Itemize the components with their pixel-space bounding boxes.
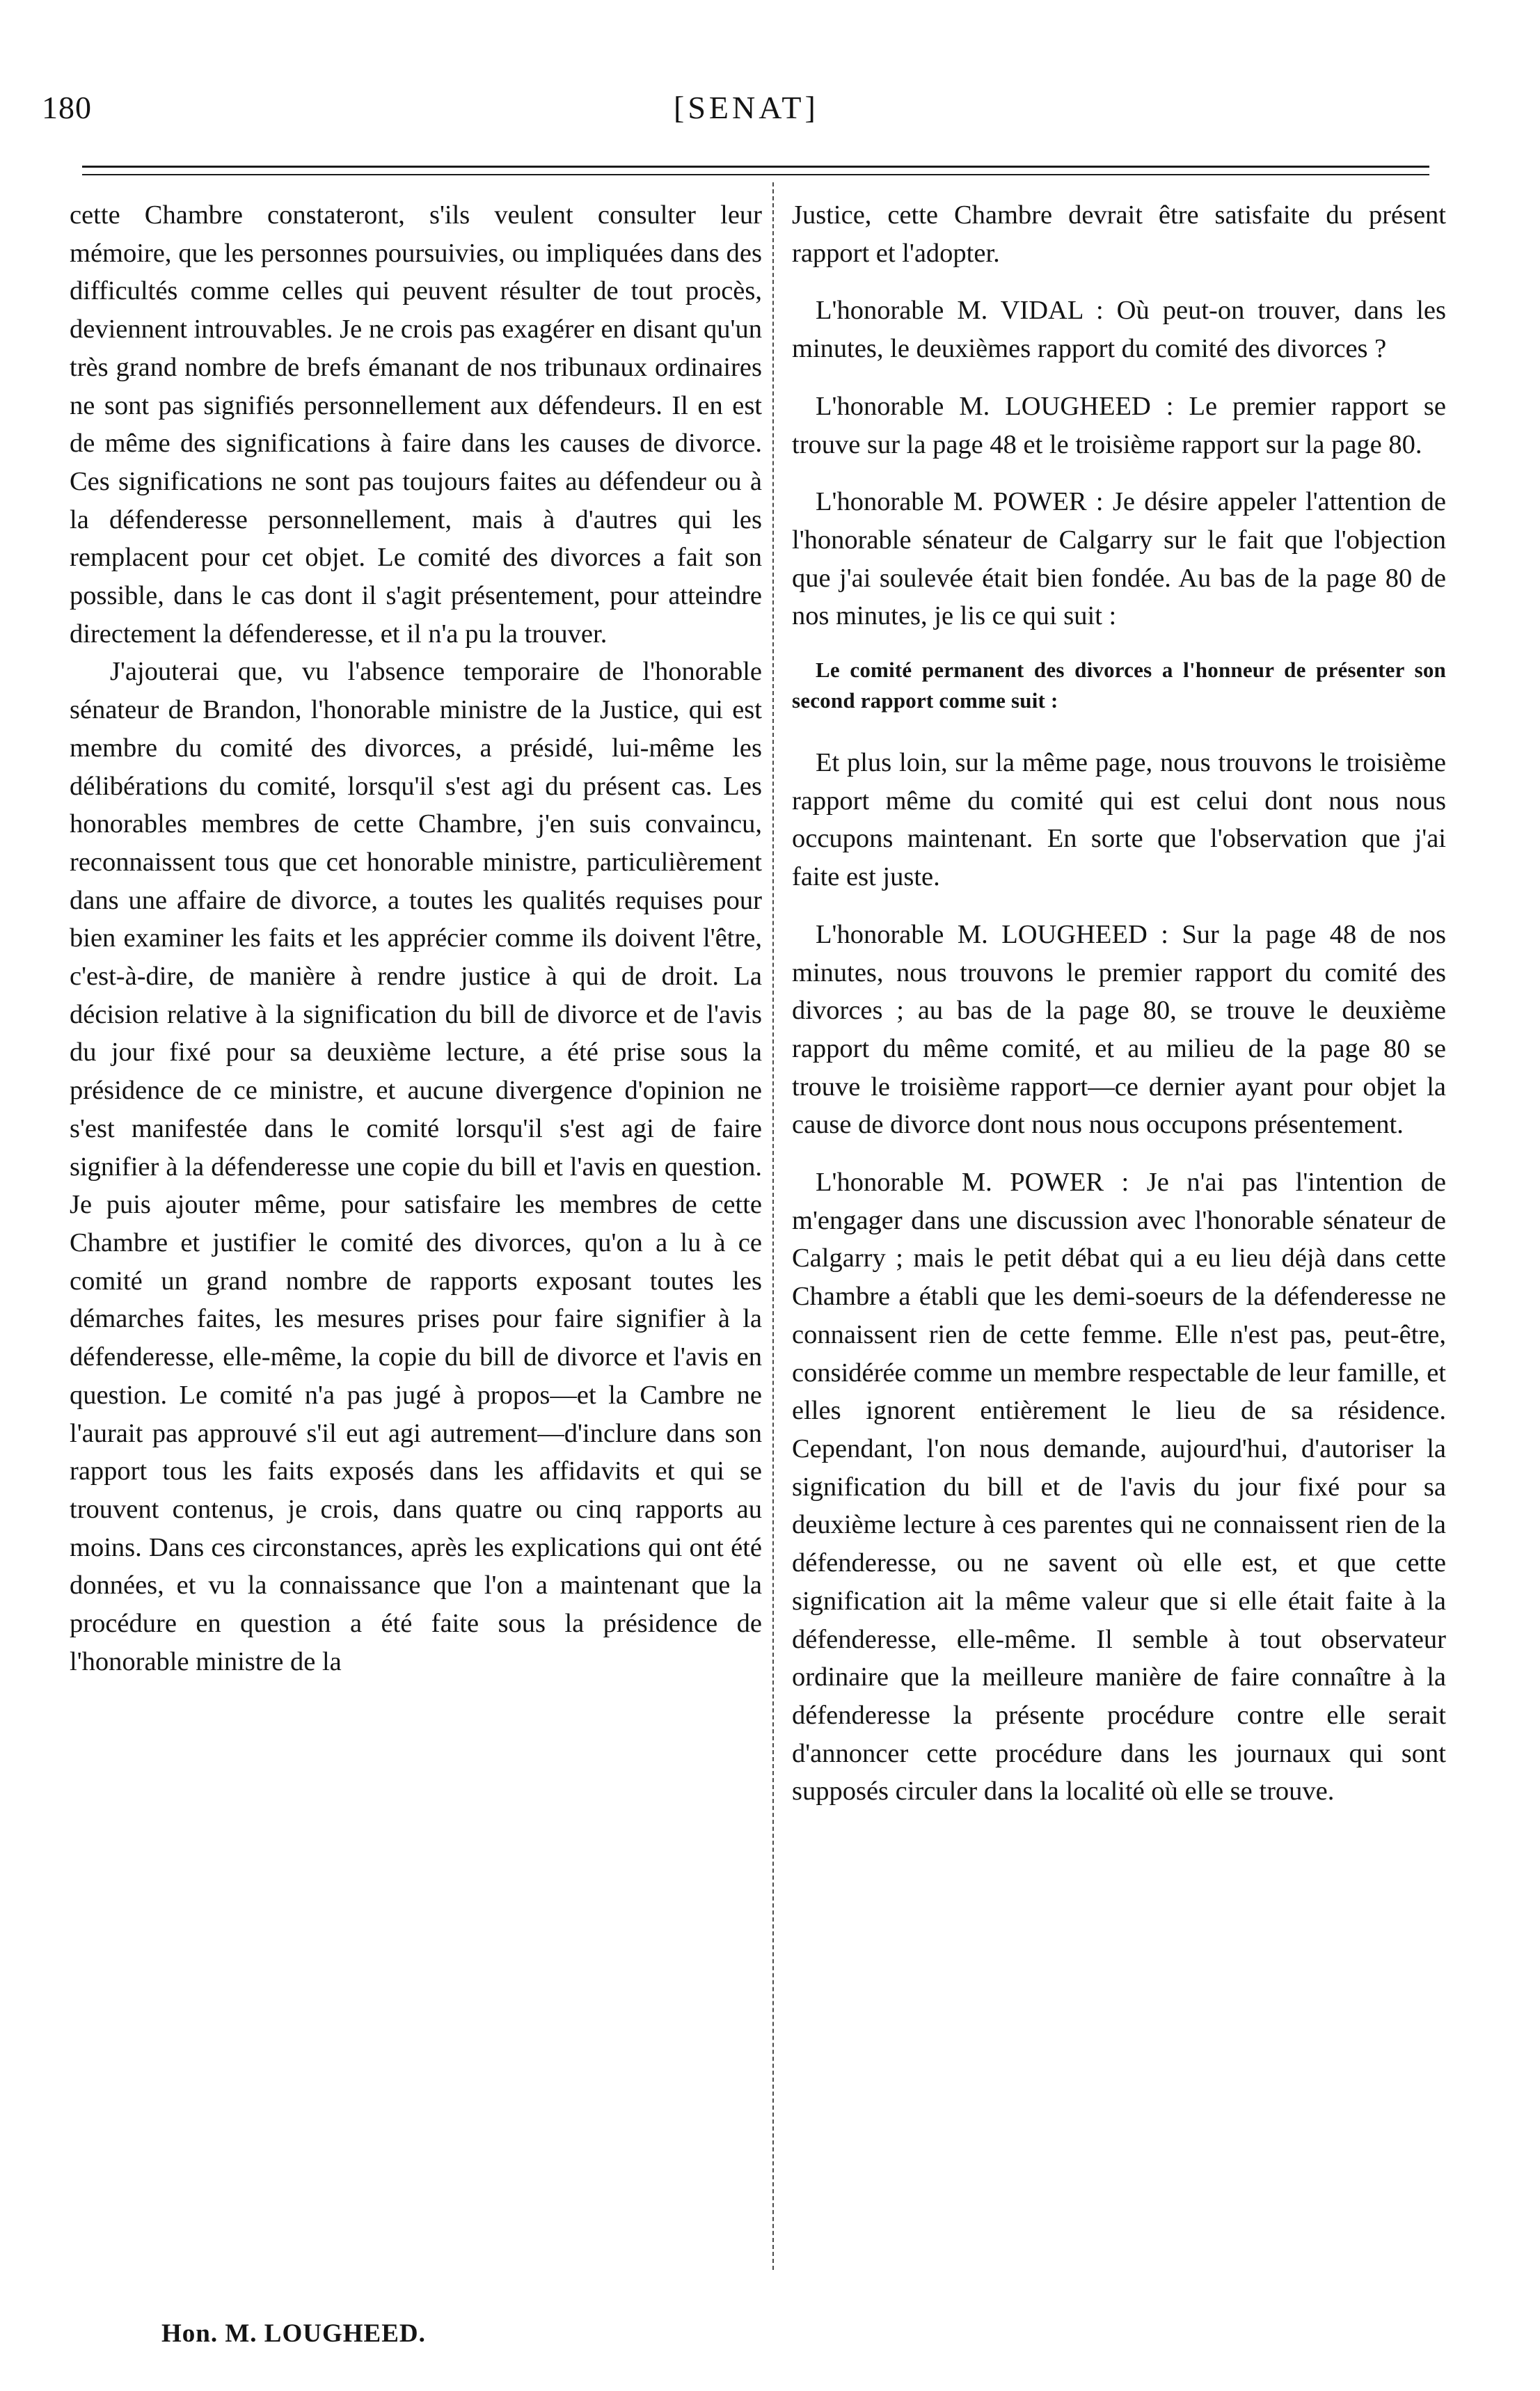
right-paragraph-continuation: Et plus loin, sur la même page, nous trouvons le troisième rapport même du comité qui est celui dont nous nous occupons maintenant. En sorte que l'observation que j'ai faite est juste. <box>792 748 1446 892</box>
right-paragraph-1: Justice, cette Chambre devrait être satisfaite du présent rapport et l'adopter. <box>792 200 1446 268</box>
left-paragraph-1: cette Chambre constateront, s'ils veulent consulter leur mémoire, que les personnes poursuivies, ou impliquées dans des difficultés comme celles qui peuvent résulter de tout procès, deviennent introuvables. Je ne crois pas exagérer en disant qu'un très grand nombre de brefs émanant de nos tribunaux ordinaires ne sont pas signifiés personnellement aux défendeurs. Il en est de même des significations à faire dans les causes de divorce. Ces significations ne sont pas toujours faites au défendeur ou à la défenderesse personnellement, mais à d'autres qui les remplacent pour cet objet. Le comité des divorces a fait son possible, dans le cas dont il s'agit présentement, pour atteindre directement la défenderesse, et il n'a pu la trouver. <box>70 200 762 649</box>
header-rule <box>82 166 1429 168</box>
left-column <box>70 196 762 1681</box>
lougheed-answer-2: L'honorable M. LOUGHEED : Sur la page 48 de nos minutes, nous trouvons le premier rapport du comité des divorces ; au bas de la page 80, se trouve le deuxième rapport du même comité, et au milieu de la page 80 se trouve le troisième rapport—ce dernier ayant pour objet la cause de divorce dont nous nous occupons présentement. <box>792 919 1446 1140</box>
power-remark-2: L'honorable M. POWER : Je n'ai pas l'intention de m'engager dans une discussion avec l'honorable sénateur de Calgarry ; mais le petit débat qui a eu lieu déjà dans cette Chambre a établi que les demi-soeurs de la défenderesse ne connaissent rien de cette femme. Elle n'est pas, peut-être, considérée comme un membre respectable de leur famille, et elles ignorent entièrement le lieu de sa résidence. Cependant, l'on nous demande, aujourd'hui, d'autoriser la signification du bill et de l'avis du jour fixé pour sa deuxième lecture à ces parentes qui ne connaissent rien de la défenderesse, ou ne savent où elle est, et que cette signification ait la même valeur que si elle était faite à la défenderesse, elle-même. Il semble à tout observateur ordinaire que la meilleure manière de faire connaître à la défenderesse la présente procédure contre elle serait d'annoncer cette procédure dans les journaux qui sont supposés circuler dans la localité où elle se trouve. <box>792 1168 1446 1806</box>
left-paragraph-2: J'ajouterai que, vu l'absence temporaire de l'honorable sénateur de Brandon, l'honorable ministre de la Justice, qui est membre du comité des divorces, a présidé, lui-même les délibérations du comité, lorsqu'il s'est agi du présent cas. Les honorables membres de cette Chambre, j'en suis convaincu, reconnaissent tous que cet honorable ministre, particulièrement dans une affaire de divorce, a toutes les qualités requises pour bien examiner les faits et les apprécier comme ils doivent l'être, c'est-à-dire, de manière à rendre justice à qui de droit. La décision relative à la signification du bill de divorce et de l'avis du jour fixé pour sa deuxième lecture, a été prise sous la présidence de ce ministre, et aucune divergence d'opinion ne s'est manifestée dans le comité lorsqu'il s'est agi de faire signifier à la défenderesse une copie du bill et l'avis en question. Je puis ajouter même, pour satisfaire les membres de cette Chambre et justifier le comité des divorces, qu'on a lu à ce comité un grand nombre de rapports exposant toutes les démarches faites, les mesures prises pour faire signifier à la défenderesse, elle-même, la copie du bill de divorce et l'avis en question. Le comité n'a pas jugé à propos—et la Cambre ne l'aurait pas approuvé s'il eut agi autrement—d'inclure dans son rapport tous les faits exposés dans les affidavits et qui se trouvent contenus, je crois, dans quatre ou cinq rapports au moins. Dans ces circonstances, après les explications qui ont été données, et vu la connaissance que l'on a maintenant que la procédure en question a été faite sous la présidence de l'honorable ministre de la <box>70 657 762 1676</box>
header-rule-thin <box>82 174 1429 175</box>
running-head: [SENAT] <box>674 90 819 125</box>
column-divider <box>772 182 774 2270</box>
lougheed-answer-1: L'honorable M. LOUGHEED : Le premier rapport se trouve sur la page 48 et le troisième rapport sur la page 80. <box>792 391 1446 459</box>
right-column <box>792 196 1446 1830</box>
quoted-report: Le comité permanent des divorces a l'honneur de présenter son second rapport comme suit : <box>792 658 1446 713</box>
page-number: 180 <box>42 90 92 125</box>
power-remark-1: L'honorable M. POWER : Je désire appeler l'attention de l'honorable sénateur de Calgarry sur le fait que l'objection que j'ai soulevée était bien fondée. Au bas de la page 80 de nos minutes, je lis ce qui suit : <box>792 487 1446 631</box>
vidal-question: L'honorable M. VIDAL : Où peut-on trouver, dans les minutes, le deuxièmes rapport du comité des divorces ? <box>792 296 1446 364</box>
footer-speaker-name: Hon. M. LOUGHEED. <box>161 2319 426 2348</box>
